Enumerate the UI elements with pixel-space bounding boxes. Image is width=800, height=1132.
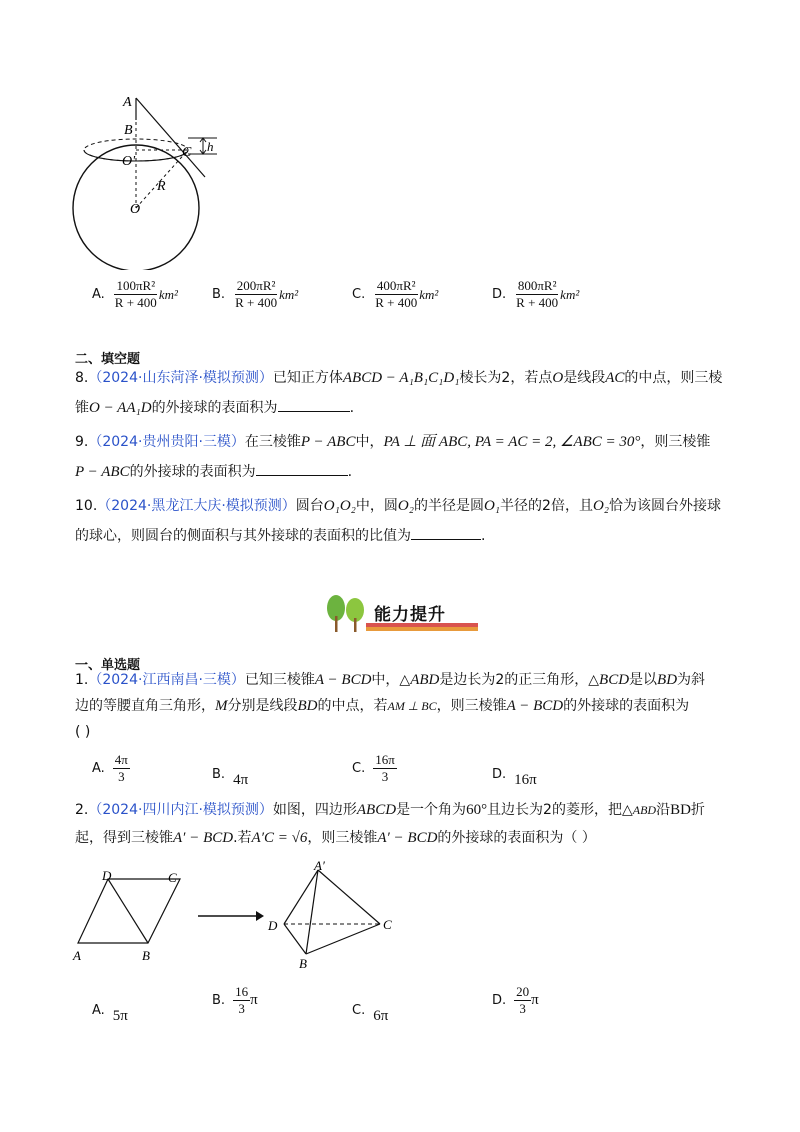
q7-option-c[interactable]: C. $\frac{\text{400πR²}}{R + 400}$ km² (352, 278, 439, 310)
label-a: A (73, 948, 81, 963)
q7-option-b[interactable]: B. $\frac{\text{200πR²}}{R + 400}$ km² (212, 278, 299, 310)
label-c: C (168, 870, 177, 885)
label-c: C (182, 145, 192, 160)
q9-line1: 9.（2024·贵州贵阳·三模）在三棱锥P − ABC中，PA ⊥ 面 ABC, PA = AC = 2, ∠ABC = 30°，则三棱锥 (75, 434, 711, 450)
q9-line2: P − ABC的外接球的表面积为 . (75, 464, 353, 480)
q8-line2: 锥O − AA₁D的外接球的表面积为 . (75, 400, 355, 416)
label-b: B (142, 948, 150, 963)
banner-title: 能力提升 (374, 605, 446, 625)
q2-option-c[interactable]: C. 6π (352, 1003, 389, 1024)
q1-option-c[interactable]: C. $\frac{16\pi}{3}$ (352, 752, 395, 784)
q1-option-d[interactable]: D. 16π (492, 767, 537, 788)
ability-banner (322, 592, 478, 636)
q8-answer-blank[interactable] (278, 411, 350, 412)
rhombus-figure (70, 868, 190, 964)
q9-answer-blank[interactable] (256, 475, 348, 476)
trees-icon (322, 592, 370, 636)
q8-line1: 8.（2024·山东菏泽·模拟预测）已知正方体ABCD − A₁B₁C₁D₁棱长为2，若点O是线段AC的中点，则三棱 (75, 370, 723, 386)
label-b: B (124, 123, 133, 138)
q1-line1: 1.（2024·江西南昌·三模）已知三棱锥A − BCD中，△ABD是边长为2的正三角形，△BCD是以BD为斜 (75, 672, 706, 688)
label-h: h (207, 139, 214, 154)
q2-option-b[interactable]: B. $\frac{16}{3}$ π (212, 984, 258, 1016)
label-c: C (383, 917, 392, 932)
label-b: B (299, 956, 307, 971)
label-d: D (102, 868, 112, 883)
q2-line1: 2.（2024·四川内江·模拟预测）如图，四边形ABCD是一个角为60°且边长为2的菱形，把△ABD沿BD折 (75, 802, 705, 818)
q1-option-b[interactable]: B. 4π (212, 767, 249, 788)
q7-option-a[interactable]: A. $\frac{\text{100πR²}}{R + 400}$ km² (92, 278, 178, 310)
label-a-prime: A′ (314, 858, 325, 873)
q1-paren: ( ) (75, 724, 91, 740)
q10-answer-blank[interactable] (411, 539, 481, 540)
label-a: A (123, 95, 132, 110)
q10-line2: 的球心，则圆台的侧面积与其外接球的表面积的比值为 . (75, 528, 486, 544)
q2-option-d[interactable]: D. $\frac{20}{3}$ π (492, 984, 539, 1016)
label-o1: O' (122, 154, 136, 169)
q1-option-a[interactable]: A. $\frac{4\pi}{3}$ (92, 752, 128, 784)
arrow-right-icon (196, 908, 264, 924)
q7-option-d[interactable]: D. $\frac{\text{800πR²}}{R + 400}$ km² (492, 278, 580, 310)
section-fill-blank-title: 二、填空题 (75, 352, 141, 367)
label-o: O (130, 202, 141, 217)
q2-line2: 起，得到三棱锥A′ − BCD.若A′C = √6，则三棱锥A′ − BCD的外接球的表面积为（ ） (75, 830, 596, 846)
banner-underline-2 (366, 627, 478, 631)
q2-option-a[interactable]: A. 5π (92, 1003, 128, 1024)
section-single-choice-title: 一、单选题 (75, 658, 141, 673)
tetrahedron-figure (262, 858, 402, 974)
label-r: R (157, 179, 166, 194)
sphere-figure (60, 90, 240, 270)
q1-line2: 边的等腰直角三角形，M分别是线段BD的中点，若AM ⊥ BC，则三棱锥A − BCD的外接球的表面积为 (75, 698, 690, 714)
label-d: D (268, 918, 278, 933)
q10-line1: 10.（2024·黑龙江大庆·模拟预测）圆台O₁O₂中，圆O₂的半径是圆O₁半径的2倍，且O₂恰为该圆台外接球 (75, 498, 722, 514)
